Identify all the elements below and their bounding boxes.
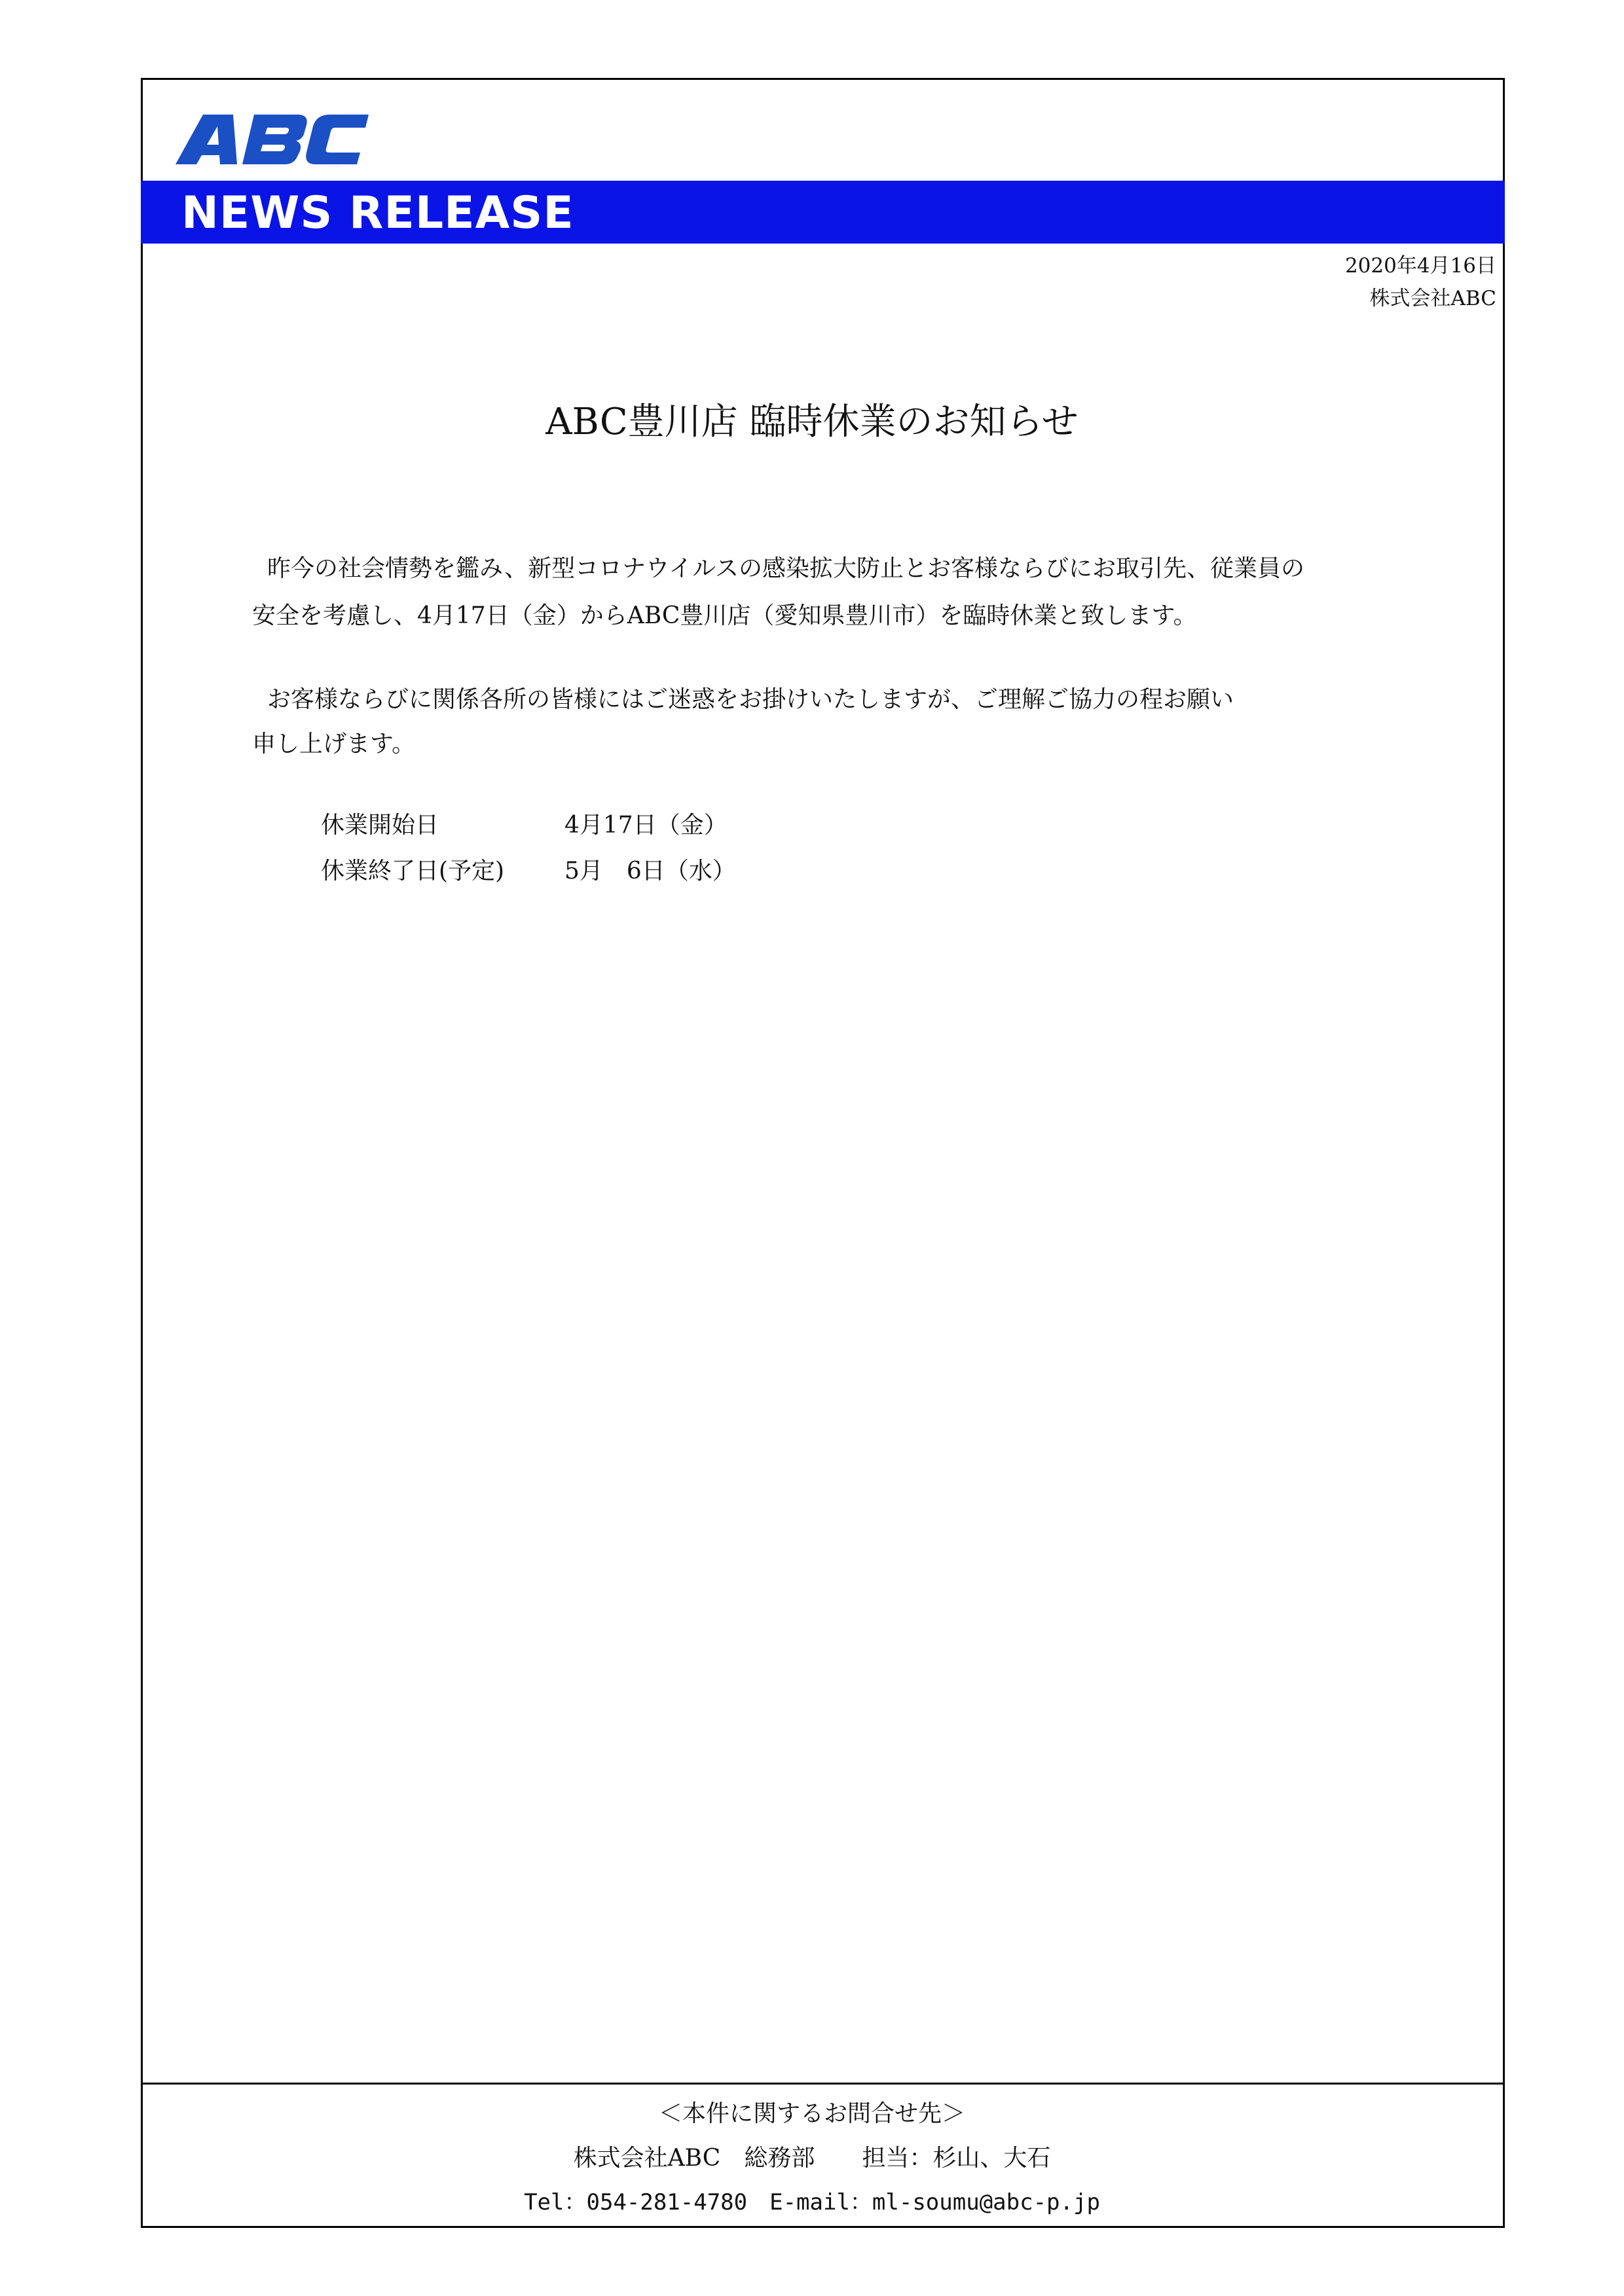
banner-title: NEWS RELEASE	[181, 187, 574, 239]
release-date: 2020年4月16日	[1344, 254, 1496, 278]
contact-details: Tel：054-281-4780 E-mail：ml-soumu@abc-p.jp	[524, 2189, 1100, 2215]
contact-heading: ＜本件に関するお問合せ先＞	[658, 2100, 965, 2127]
footer-divider	[141, 2083, 1505, 2085]
closure-start-label: 休業開始日	[321, 812, 439, 839]
document-title: ABC豊川店 臨時休業のお知らせ	[545, 401, 1079, 443]
news-release-banner	[141, 181, 1505, 244]
closure-end-value: 5月 6日（水）	[564, 858, 736, 884]
paragraph-1-line-2: 安全を考慮し、4月17日（金）からABC豊川店（愛知県豊川市）を臨時休業と致します。	[252, 602, 1197, 629]
contact-department: 株式会社ABC 総務部 担当：杉山、大石	[573, 2145, 1051, 2172]
paragraph-2-line-1: お客様ならびに関係各所の皆様にはご迷惑をお掛けいたしますが、ご理解ご協力の程お願い	[267, 686, 1234, 713]
abc-logo	[169, 115, 369, 164]
closure-start-value: 4月17日（金）	[564, 812, 728, 839]
paragraph-1-line-1: 昨今の社会情勢を鑑み、新型コロナウイルスの感染拡大防止とお客様ならびにお取引先、従業員の	[267, 555, 1305, 582]
paragraph-2-line-2: 申し上げます。	[252, 731, 416, 757]
issuer-company: 株式会社ABC	[1369, 287, 1496, 310]
closure-end-label: 休業終了日(予定)	[321, 858, 505, 884]
